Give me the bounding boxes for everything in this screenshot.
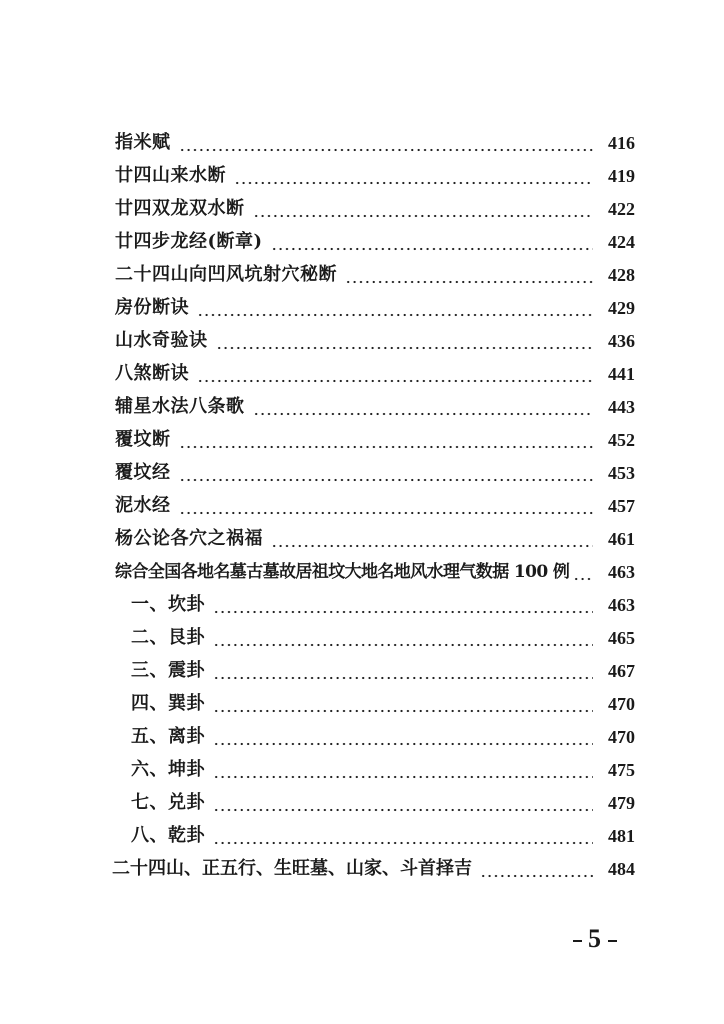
- dot-leader: [179, 132, 594, 154]
- toc-entry[interactable]: [0, 520, 635, 550]
- toc-entry-page: 470: [608, 694, 635, 714]
- toc-entry[interactable]: [0, 256, 635, 286]
- toc-entry-title: 五、离卦: [131, 726, 205, 747]
- toc-entry[interactable]: [0, 718, 635, 748]
- dot-leader: [213, 660, 593, 682]
- toc-entry[interactable]: [0, 223, 635, 253]
- dot-leader: [213, 825, 593, 847]
- toc-entry[interactable]: [0, 553, 635, 583]
- toc-entry-title: 覆坟经: [115, 462, 171, 483]
- toc-entry-title: 三、震卦: [131, 660, 205, 681]
- toc-entry-page: 416: [608, 133, 635, 153]
- dot-leader: [271, 528, 593, 550]
- dot-leader: [480, 858, 593, 880]
- dot-leader: [253, 198, 594, 220]
- dot-leader: [197, 363, 593, 385]
- dot-leader: [213, 693, 593, 715]
- dot-leader: [345, 264, 593, 286]
- toc-entry-page: 467: [608, 661, 635, 681]
- toc-entry[interactable]: [0, 124, 635, 154]
- dot-leader: [573, 561, 593, 583]
- dot-leader: [216, 330, 594, 352]
- toc-entry[interactable]: [0, 850, 635, 880]
- toc-entry[interactable]: [0, 289, 635, 319]
- toc-entry-page: 457: [608, 496, 635, 516]
- toc-entry[interactable]: [0, 157, 635, 187]
- toc-entry-page: 452: [608, 430, 635, 450]
- toc-entry-title: 房份断诀: [115, 297, 189, 318]
- toc-entry-title: 八煞断诀: [115, 363, 189, 384]
- dot-leader: [213, 792, 593, 814]
- toc-entry[interactable]: [0, 619, 635, 649]
- toc-entry-title: 四、巽卦: [131, 693, 205, 714]
- toc-entry-title: 二十四山向凹风坑射穴秘断: [115, 264, 337, 285]
- toc-entry-title: 廿四步龙经(断章): [115, 231, 263, 252]
- toc-entry-page: 443: [608, 397, 635, 417]
- toc-entry-page: 453: [608, 463, 635, 483]
- toc-entry-title: 二十四山、正五行、生旺墓、山家、斗首择吉: [112, 858, 472, 879]
- toc-entry-title: 泥水经: [115, 495, 171, 516]
- toc-entry-page: 422: [608, 199, 635, 219]
- toc-entry[interactable]: [0, 487, 635, 517]
- toc-entry[interactable]: [0, 388, 635, 418]
- toc-entry[interactable]: [0, 652, 635, 682]
- toc-entry-page: 424: [608, 232, 635, 252]
- toc-entry[interactable]: [0, 355, 635, 385]
- dot-leader: [213, 759, 593, 781]
- toc-entry-page: 475: [608, 760, 635, 780]
- toc-entry-page: 429: [608, 298, 635, 318]
- toc-entry-title: 二、艮卦: [131, 627, 205, 648]
- toc-entry[interactable]: [0, 322, 635, 352]
- toc-entry-page: 481: [608, 826, 635, 846]
- toc-entry[interactable]: [0, 751, 635, 781]
- toc-entry[interactable]: [0, 817, 635, 847]
- toc-entry-page: 441: [608, 364, 635, 384]
- toc-entry-page: 436: [608, 331, 635, 351]
- dot-leader: [271, 231, 593, 253]
- toc-entry-page: 419: [608, 166, 635, 186]
- toc-entry-page: 479: [608, 793, 635, 813]
- toc-entry-page: 465: [608, 628, 635, 648]
- toc-entry-title: 六、坤卦: [131, 759, 205, 780]
- page-number-dash-left: [573, 940, 582, 942]
- toc-entry-title: 一、坎卦: [131, 594, 205, 615]
- toc-entry-title: 综合全国各地名墓古墓故居祖坟大地名地风水理气数据 100 例: [115, 562, 570, 582]
- toc-entry-page: 463: [608, 562, 635, 582]
- page-number: [560, 924, 630, 954]
- toc-entry[interactable]: [0, 454, 635, 484]
- toc-entry-title: 廿四双龙双水断: [115, 198, 245, 219]
- toc-entry-page: 463: [608, 595, 635, 615]
- toc-entry-title: 辅星水法八条歌: [115, 396, 245, 417]
- page-number-dash-right: [608, 940, 617, 942]
- dot-leader: [253, 396, 594, 418]
- dot-leader: [213, 627, 593, 649]
- dot-leader: [234, 165, 593, 187]
- toc-entry[interactable]: [0, 190, 635, 220]
- dot-leader: [179, 429, 594, 451]
- toc-entry-page: 461: [608, 529, 635, 549]
- toc-entry[interactable]: [0, 421, 635, 451]
- toc-entry-page: 470: [608, 727, 635, 747]
- toc-entry[interactable]: [0, 784, 635, 814]
- dot-leader: [213, 726, 593, 748]
- toc-entry[interactable]: [0, 685, 635, 715]
- page-number-value: 5: [588, 924, 602, 953]
- dot-leader: [197, 297, 593, 319]
- toc-entry-title: 杨公论各穴之祸福: [115, 528, 263, 549]
- toc-entry-title: 廿四山来水断: [115, 165, 226, 186]
- dot-leader: [213, 594, 593, 616]
- toc-entry-title: 山水奇验诀: [115, 330, 208, 351]
- toc-entry[interactable]: [0, 586, 635, 616]
- toc-entry-title: 指米赋: [115, 132, 171, 153]
- toc-entry-title: 七、兑卦: [131, 792, 205, 813]
- toc-entry-page: 428: [608, 265, 635, 285]
- toc-entry-title: 八、乾卦: [131, 825, 205, 846]
- dot-leader: [179, 495, 594, 517]
- toc-entry-title: 覆坟断: [115, 429, 171, 450]
- dot-leader: [179, 462, 594, 484]
- toc-entry-page: 484: [608, 859, 635, 879]
